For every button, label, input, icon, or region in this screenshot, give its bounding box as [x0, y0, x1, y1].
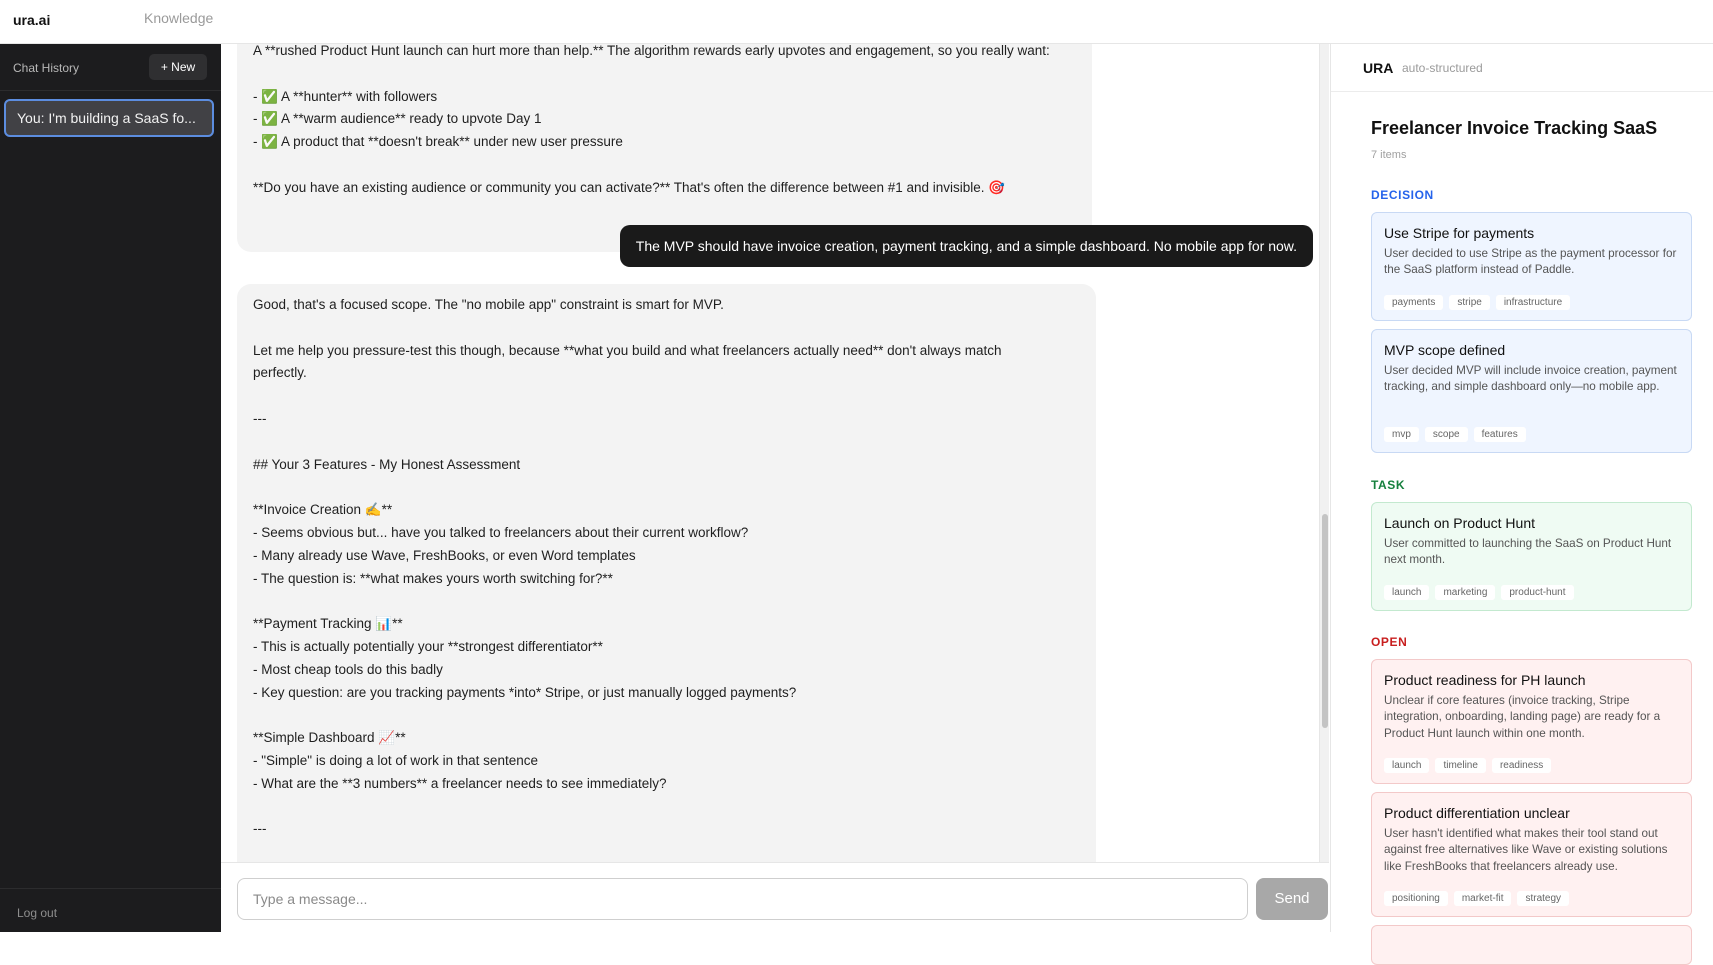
tag: timeline [1435, 758, 1485, 773]
panel-subtitle: auto-structured [1402, 61, 1483, 75]
panel-name: URA [1363, 60, 1394, 76]
card-tags [1384, 585, 1574, 600]
message-line: **Simple Dashboard 📈** [253, 730, 406, 746]
card-tags [1384, 427, 1526, 442]
message-line: - "Simple" is doing a lot of work in that sentence [253, 752, 538, 768]
tag: market-fit [1454, 891, 1512, 906]
card-title: MVP scope defined [1384, 342, 1506, 358]
card-description: User decided to use Stripe as the payment processor for the SaaS platform instead of Paddle. [1384, 247, 1677, 277]
tag: positioning [1384, 891, 1448, 906]
message-line: - Most cheap tools do this badly [253, 661, 443, 677]
top-nav [0, 0, 1713, 44]
panel-title: Freelancer Invoice Tracking SaaS [1371, 118, 1658, 138]
card-tags [1384, 295, 1570, 310]
logout-link[interactable]: Log out [17, 906, 58, 920]
message-line: - What are the **3 numbers** a freelancer needs to see immediately? [253, 775, 667, 791]
knowledge-card[interactable] [1371, 212, 1692, 321]
tag: features [1474, 427, 1526, 442]
message-line: - The question is: **what makes yours worth switching for?** [253, 570, 613, 586]
knowledge-card[interactable] [1371, 659, 1692, 784]
tab-knowledge[interactable]: Knowledge [144, 10, 214, 26]
knowledge-card[interactable] [1371, 502, 1692, 611]
section-label-open: OPEN [1371, 635, 1408, 649]
knowledge-panel [1330, 44, 1713, 932]
message-line: **Payment Tracking 📊** [253, 616, 403, 632]
chat-area [221, 44, 1329, 932]
knowledge-card[interactable] [1371, 792, 1692, 917]
message-line: - ✅ A product that **doesn't break** under new user pressure [253, 134, 623, 150]
message-line [253, 796, 1080, 819]
message-composer [221, 862, 1329, 932]
send-button[interactable]: Send [1256, 878, 1328, 920]
user-message: The MVP should have invoice creation, payment tracking, and a simple dashboard. No mobile app for now. [620, 225, 1313, 267]
tag: strategy [1517, 891, 1569, 906]
chat-history-sidebar [0, 44, 221, 932]
message-line: perfectly. [253, 365, 307, 381]
chat-scrollbar[interactable] [1319, 44, 1329, 862]
message-line [253, 431, 1080, 454]
message-line: ## Your 3 Features - My Honest Assessment [253, 456, 521, 472]
message-line [253, 476, 1080, 499]
message-line [253, 63, 1076, 86]
card-title: Product differentiation unclear [1384, 805, 1570, 821]
section-label-decision: DECISION [1371, 188, 1434, 202]
item-count: 7 items [1371, 149, 1407, 161]
message-line: --- [253, 821, 267, 837]
message-line: A **rushed Product Hunt launch can hurt more than help.** The algorithm rewards early upvotes and engagement, so you really want: [253, 44, 1050, 58]
card-description: Unclear if core features (invoice tracking, Stripe integration, onboarding, landing page) are ready for a Product Hunt launch within one month. [1384, 694, 1661, 740]
new-chat-button[interactable]: + New [149, 54, 207, 80]
sidebar-item-chat[interactable]: You: I'm building a SaaS fo... [4, 99, 214, 137]
card-tags [1384, 758, 1551, 773]
message-line [253, 841, 1080, 862]
brand-logo[interactable]: ura.ai [13, 12, 51, 28]
message-line: - Many already use Wave, FreshBooks, or even Word templates [253, 547, 636, 563]
tag: launch [1384, 758, 1429, 773]
tag: mvp [1384, 427, 1419, 442]
message-line: - This is actually potentially your **strongest differentiator** [253, 638, 603, 654]
tag: stripe [1449, 295, 1489, 310]
sidebar-title: Chat History [13, 61, 80, 75]
card-tags [1384, 891, 1569, 906]
message-line: Good, that's a focused scope. The "no mobile app" constraint is smart for MVP. [253, 297, 724, 312]
knowledge-card[interactable] [1371, 925, 1692, 965]
message-line [253, 154, 1076, 177]
card-description: User decided MVP will include invoice creation, payment tracking, and simple dashboard only—no mobile app. [1384, 364, 1677, 394]
card-description: User hasn't identified what makes their tool stand out against free alternatives like Wave or existing solutions like FreshBooks that freelancers already use. [1384, 827, 1668, 873]
tag: readiness [1492, 758, 1551, 773]
tag: launch [1384, 585, 1429, 600]
message-line [253, 385, 1080, 408]
sidebar-header [0, 44, 221, 91]
message-input[interactable] [237, 878, 1248, 920]
sidebar-footer [0, 888, 221, 932]
message-line: **Do you have an existing audience or community you can activate?** That's often the difference between #1 and invisible. 🎯 [253, 179, 1006, 195]
card-title: Use Stripe for payments [1384, 225, 1535, 241]
scrollbar-thumb[interactable] [1322, 514, 1328, 728]
tag: marketing [1435, 585, 1495, 600]
message-line [253, 317, 1080, 340]
card-title: Launch on Product Hunt [1384, 515, 1535, 531]
message-line: **Invoice Creation ✍️** [253, 502, 393, 518]
section-label-task: TASK [1371, 478, 1406, 492]
message-line: - Key question: are you tracking payments *into* Stripe, or just manually logged payments? [253, 684, 797, 700]
message-line [253, 704, 1080, 727]
message-line: --- [253, 410, 267, 426]
message-line: - ✅ A **hunter** with followers [253, 88, 438, 104]
card-title: Product readiness for PH launch [1384, 672, 1586, 688]
message-line [253, 590, 1080, 613]
card-description: User committed to launching the SaaS on Product Hunt next month. [1384, 537, 1672, 567]
knowledge-card[interactable] [1371, 329, 1692, 453]
message-line: - ✅ A **warm audience** ready to upvote Day 1 [253, 111, 542, 127]
tag: scope [1425, 427, 1468, 442]
message-line: Let me help you pressure-test this though, because **what you build and what freelancers actually need** don't always match [253, 342, 1002, 358]
panel-header [1331, 44, 1713, 92]
message-list[interactable] [221, 44, 1329, 862]
message-line: - Seems obvious but... have you talked to freelancers about their current workflow? [253, 524, 749, 540]
tag: product-hunt [1501, 585, 1573, 600]
assistant-message [237, 284, 1096, 862]
tag: infrastructure [1496, 295, 1570, 310]
assistant-message [237, 44, 1092, 252]
tag: payments [1384, 295, 1443, 310]
